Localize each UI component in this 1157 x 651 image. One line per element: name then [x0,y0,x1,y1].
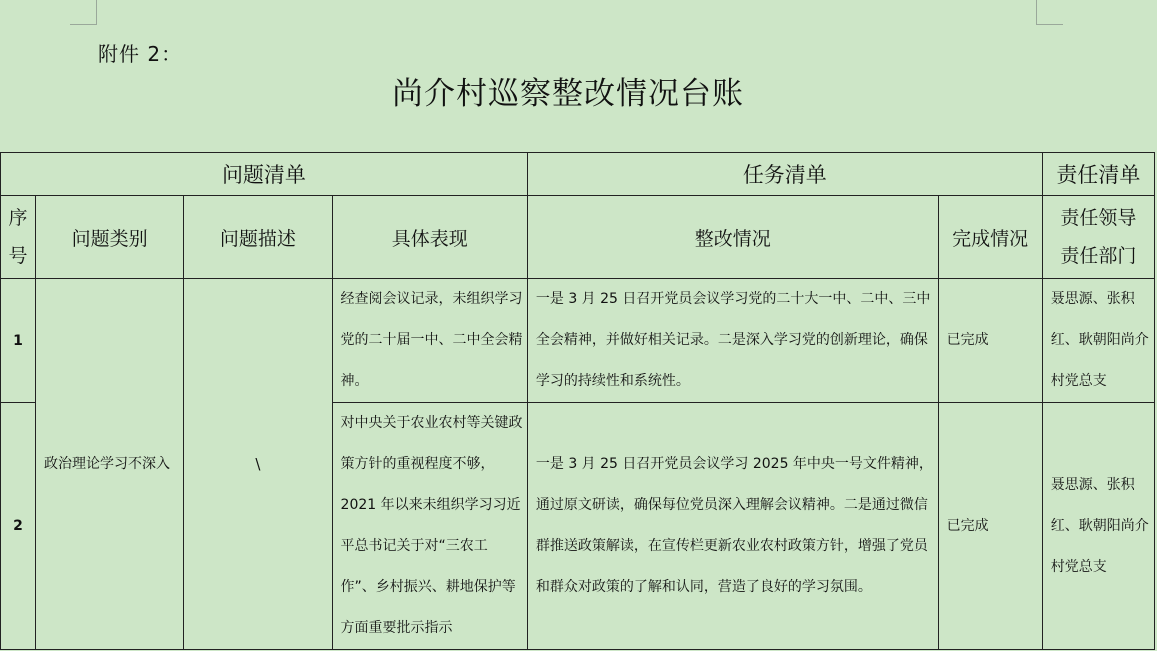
column-header-manifestation: 具体表现 [332,196,527,279]
manifestation-cell: 对中央关于农业农村等关键政策方针的重视程度不够，2021 年以来未组织学习习近平总书记关于对“三农工作”、乡村振兴、耕地保护等方面重要批示指示 [332,403,527,650]
responsible-department: 尚介村党总支 [1050,332,1149,389]
problem-category-cell: 政治理论学习不深入 [36,279,184,650]
completion-cell: 已完成 [938,279,1042,403]
column-header-department: 责任部门 [1060,245,1137,267]
row-seq: 1 [1,279,36,403]
page-title: 尚介村巡察整改情况台账 [392,76,744,112]
row-seq: 2 [1,403,36,650]
column-header-row [1,196,1155,279]
column-header-responsibility [1042,196,1154,279]
group-header-responsibility: 责任清单 [1042,153,1154,196]
completion-cell: 已完成 [938,403,1042,650]
crop-mark-top-left [70,0,97,25]
rectification-ledger-table [0,152,1155,650]
table-row [1,279,1155,403]
responsible-department: 尚介村党总支 [1050,517,1149,575]
group-header-problems: 问题清单 [1,153,528,196]
rectification-cell: 一是 3 月 25 日召开党员会议学习党的二十大一中、二中、三中全会精神，并做好相关记录。二是深入学习党的创新理论，确保学习的持续性和系统性。 [527,279,938,403]
rectification-cell: 一是 3 月 25 日召开党员会议学习 2025 年中央一号文件精神，通过原文研读，确保每位党员深入理解会议精神。二是通过微信群推送政策解读，在宣传栏更新农业农村政策方针，增强了党员和群众对政策的了解和认同，营造了良好的学习氛围。 [527,403,938,650]
column-header-seq [1,196,36,279]
responsible-leaders: 聂思源、张积红、耿朝阳 [1050,291,1135,348]
problem-description-cell: \ [184,279,332,650]
column-header-seq-line1: 序 [8,207,28,229]
responsibility-cell [1042,279,1154,403]
responsible-leaders: 聂思源、张积红、耿朝阳 [1050,476,1135,534]
column-header-completion: 完成情况 [938,196,1042,279]
column-header-seq-line2: 号 [8,245,28,267]
crop-mark-top-right [1036,0,1063,25]
column-header-rectification: 整改情况 [527,196,938,279]
column-header-category: 问题类别 [36,196,184,279]
column-header-leader: 责任领导 [1060,207,1137,229]
attachment-label: 附件 2： [98,42,183,66]
group-header-tasks: 任务清单 [527,153,1042,196]
manifestation-cell: 经查阅会议记录，未组织学习党的二十届一中、二中全会精神。 [332,279,527,403]
group-header-row [1,153,1155,196]
responsibility-cell [1042,403,1154,650]
column-header-description: 问题描述 [184,196,332,279]
